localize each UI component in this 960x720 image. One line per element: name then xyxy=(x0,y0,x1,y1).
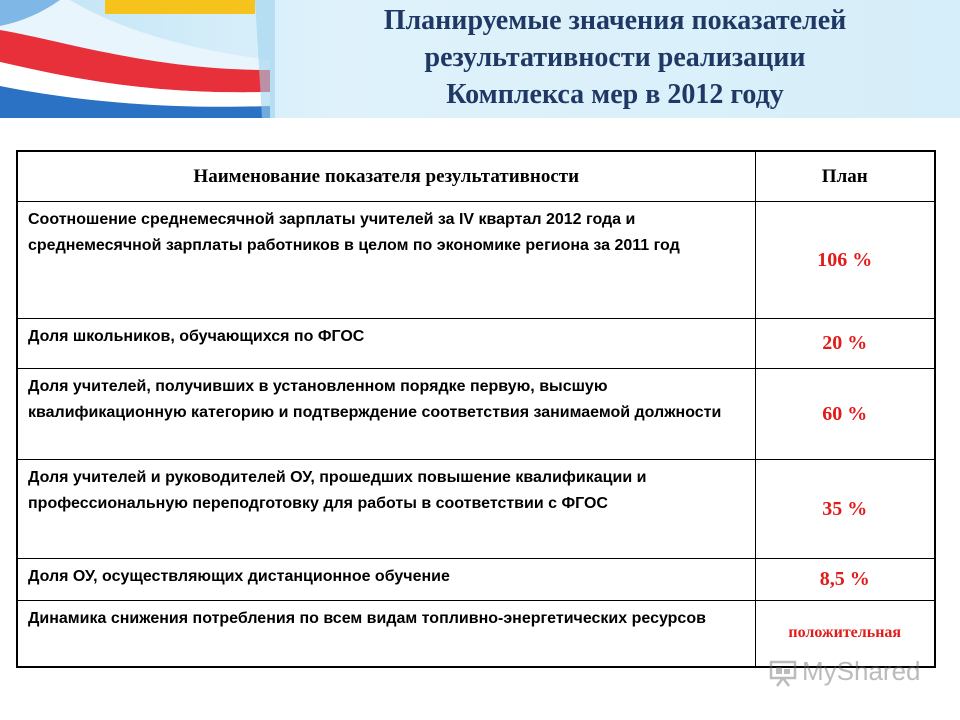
slide-title-line-1: Планируемые значения показателей xyxy=(383,5,847,36)
plan-value: 60 % xyxy=(755,369,935,460)
slide-title-line-2: результативности реализации xyxy=(424,42,806,73)
table-row xyxy=(17,369,935,460)
indicator-name: Доля учителей и руководителей ОУ, прошедших повышение квалификации и профессиональную переподготовку для работы в соответствии с ФГОС xyxy=(17,460,755,559)
indicator-name: Доля ОУ, осуществляющих дистанционное обучение xyxy=(17,559,755,601)
plan-value: 106 % xyxy=(755,202,935,319)
table-row xyxy=(17,202,935,319)
plan-value: 35 % xyxy=(755,460,935,559)
presentation-board-icon xyxy=(768,658,798,688)
watermark-text: MyShared xyxy=(802,656,921,686)
plan-value: 20 % xyxy=(755,319,935,369)
plan-value: 8,5 % xyxy=(755,559,935,601)
indicator-name: Доля школьников, обучающихся по ФГОС xyxy=(17,319,755,369)
header-indicator-name: Наименование показателя результативности xyxy=(17,151,755,202)
indicator-name: Динамика снижения потребления по всем видам топливно-энергетических ресурсов xyxy=(17,601,755,667)
indicator-name: Соотношение среднемесячной зарплаты учителей за IV квартал 2012 года и среднемесячной зарплаты работников в целом по экономике региона за 2011 год xyxy=(17,202,755,319)
indicator-name: Доля учителей, получивших в установленном порядке первую, высшую квалификационную категорию и подтверждение соответствия занимаемой должности xyxy=(17,369,755,460)
plan-value: положительная xyxy=(755,601,935,667)
header-banner xyxy=(0,0,960,118)
header-plan: План xyxy=(755,151,935,202)
slide-title-line-3: Комплекса мер в 2012 году xyxy=(446,79,784,110)
table-row xyxy=(17,460,935,559)
table-row xyxy=(17,559,935,601)
slide-title xyxy=(270,2,960,113)
indicators-table xyxy=(16,150,936,668)
table-row xyxy=(17,319,935,369)
table-header-row xyxy=(17,151,935,202)
watermark xyxy=(768,656,938,690)
